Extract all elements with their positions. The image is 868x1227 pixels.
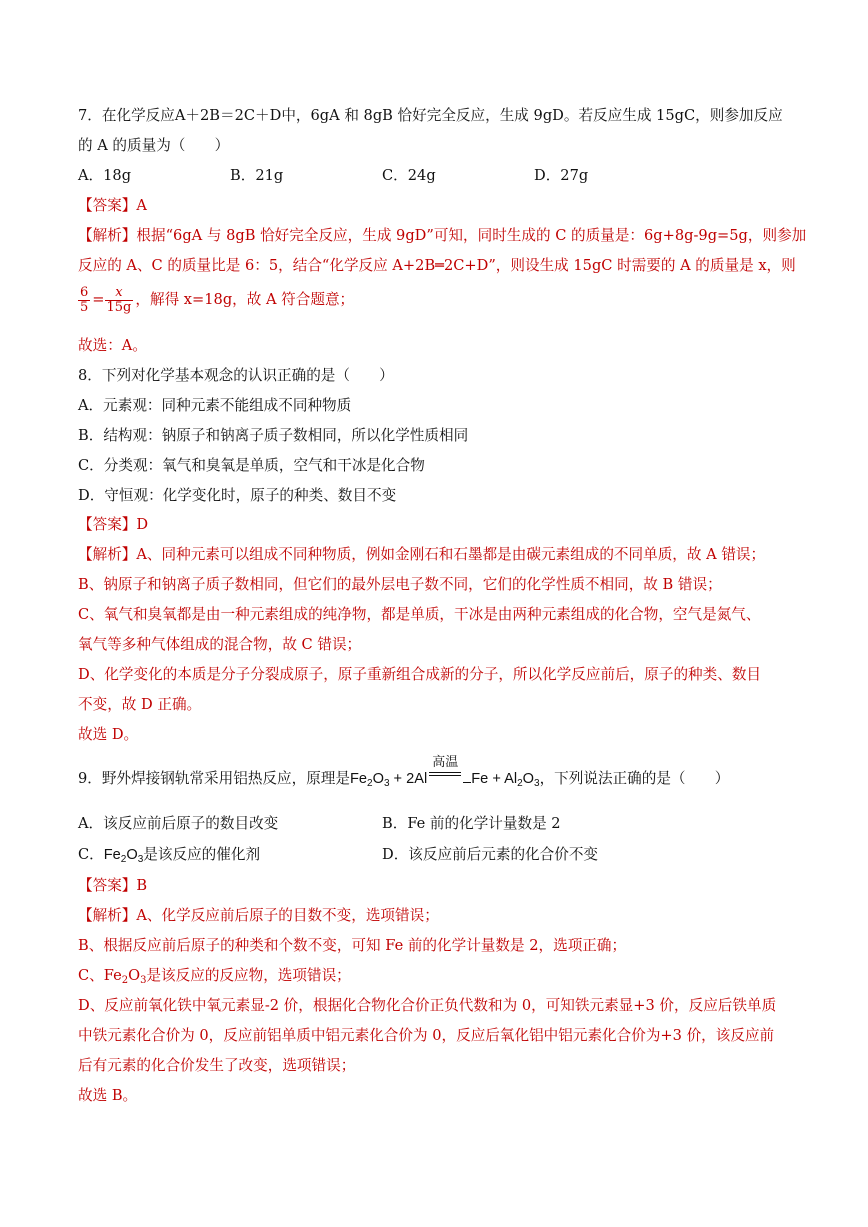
q9-analysis-line4: D、反应前氧化铁中氧元素显-2 价，根据化合物化合价正负代数和为 0，可知铁元素显+3 价，反应后铁单质 [78, 997, 777, 1014]
q7-analysis-text1: 根据“6gA 与 8gB 恰好完全反应，生成 9gD”可知，同时生成的 C 的质量是：6g+8g-9g=5g，则参加 [136, 227, 807, 244]
q8-answer-line [78, 515, 148, 535]
q7-option-d: D．27g [534, 167, 589, 184]
analysis-tag: 【解析】 [78, 907, 137, 924]
q9-stem-pre: 9．野外焊接钢轨常采用铝热反应，原理是 [78, 770, 350, 787]
q9-answer: B [136, 877, 148, 894]
formula-fe2o3 [104, 847, 144, 863]
fraction-numerator: 6 [80, 284, 89, 300]
subscript: 2 [120, 854, 127, 865]
q7-analysis-line1 [78, 226, 806, 246]
q8-option-c: C．分类观：氧气和臭氧是单质，空气和干冰是化合物 [78, 457, 425, 474]
q9-analysis-line1 [78, 906, 439, 926]
q8-option-d: D．守恒观：化学变化时，原子的种类、数目不变 [78, 487, 397, 504]
formula-o: O [128, 967, 141, 984]
plus-2al: + 2Al [389, 771, 428, 787]
q8-choose: 故选 D。 [78, 726, 139, 743]
q7-analysis-line2: 反应的 A、C 的质量比是 6：5，结合“化学反应 A+2B═2C+D”，则设生成 15gC 时需要的 A 的质量是 x，则 [78, 257, 796, 274]
subscript: 3 [140, 975, 147, 986]
analysis-tag: 【解析】 [78, 227, 137, 244]
equals-sign: = [92, 291, 105, 308]
reaction-condition-arrow [429, 755, 461, 783]
q9-analysis-line6: 后有元素的化合价发生了改变，选项错误； [78, 1057, 356, 1074]
option-text: 是该反应的催化剂 [143, 846, 261, 863]
q7-analysis-text3: ，解得 x=18g，故 A 符合题意； [135, 291, 355, 308]
q8-option-a: A．元素观：同种元素不能组成不同种物质 [78, 397, 352, 414]
q7-option-a: A．18g [78, 167, 132, 184]
q9-analysis-line5: 中铁元素化合价为 0，反应前铝单质中铝元素化合价为 0，反应后氧化铝中铝元素化合价为+3 价，该反应前 [78, 1027, 775, 1044]
q9-answer-line [78, 876, 147, 896]
q8-analysis-text1: A、同种元素可以组成不同种物质，例如金刚石和石墨都是由碳元素组成的不同单质，故 A 错误； [136, 546, 766, 563]
q8-analysis-line4: 氧气等多种气体组成的混合物，故 C 错误； [78, 636, 362, 653]
q7-answer: A [136, 197, 147, 214]
subscript: 2 [517, 778, 523, 789]
answer-tag: 【答案】 [78, 516, 137, 533]
fraction-denominator: 5 [80, 299, 89, 315]
q8-analysis-line5: D、化学变化的本质是分子分裂成原子，原子重新组合成新的分子，所以化学反应前后，原子的种类、数目 [78, 666, 762, 683]
q9-stem-post: ，下列说法正确的是（ ） [539, 770, 730, 787]
analysis-prefix: C、Fe [78, 967, 122, 984]
q7-choose: 故选：A。 [78, 337, 147, 354]
fraction-6-over-5 [78, 286, 90, 315]
q9-option-b: B．Fe 前的化学计量数是 2 [382, 815, 561, 832]
q9-analysis-line2: B、根据反应前后原子的种类和个数不变，可知 Fe 前的化学计量数是 2，选项正确； [78, 937, 627, 954]
subscript: 3 [137, 854, 144, 865]
product-fe-al: Fe + Al [471, 771, 518, 787]
q7-answer-line [78, 196, 147, 216]
q8-stem: 8．下列对化学基本观念的认识正确的是（ ） [78, 367, 394, 384]
q8-analysis-line6: 不变，故 D 正确。 [78, 696, 202, 713]
answer-tag: 【答案】 [78, 197, 137, 214]
q7-analysis-line3 [78, 284, 354, 316]
formula-o: O [126, 847, 138, 863]
reaction-equation [349, 755, 540, 789]
q8-option-b: B．结构观：钠原子和钠离子质子数相同，所以化学性质相同 [78, 427, 469, 444]
subscript: 2 [367, 778, 373, 789]
q7-option-b: B．21g [230, 167, 284, 184]
subscript: 3 [383, 778, 390, 789]
q9-option-a: A．该反应前后原子的数目改变 [78, 815, 279, 832]
subscript: 2 [121, 975, 129, 986]
q7-stem-line1: 7．在化学反应A＋2B＝2C＋D中，6gA 和 8gB 恰好完全反应，生成 9gD。若反应生成 15gC，则参加反应 [78, 107, 783, 124]
q9-option-d: D．该反应前后元素的化合价不变 [382, 846, 599, 863]
q8-analysis-line3: C、氧气和臭氧都是由一种元素组成的纯净物，都是单质，干冰是由两种元素组成的化合物，空气是氮气、 [78, 606, 761, 623]
q9-option-c [78, 845, 260, 870]
fraction-numerator: x [105, 286, 134, 301]
q8-answer: D [136, 516, 149, 533]
analysis-tag: 【解析】 [78, 546, 137, 563]
answer-tag: 【答案】 [78, 877, 137, 894]
option-letter: C． [78, 846, 104, 863]
analysis-text: 是该反应的反应物，选项错误； [146, 967, 351, 984]
fraction-denominator: 15g [106, 299, 132, 315]
formula-o: O [522, 771, 534, 787]
q7-option-c: C．24g [382, 167, 436, 184]
q7-stem-line2: 的 A 的质量为（ ） [78, 137, 230, 154]
q9-analysis-text1: A、化学反应前后原子的目数不变，选项错误； [136, 907, 439, 924]
formula-fe: Fe [349, 771, 368, 787]
q9-choose: 故选 B。 [78, 1087, 138, 1104]
fraction-x-over-15g [105, 286, 134, 315]
condition-label: 高温 [432, 755, 459, 770]
q8-analysis-line2: B、钠原子和钠离子质子数相同，但它们的最外层电子数不同，它们的化学性质不相同，故 B 错误； [78, 576, 722, 593]
q9-analysis-line3 [78, 966, 351, 991]
subscript: 3 [534, 778, 540, 789]
formula-fe: Fe [103, 847, 121, 863]
q8-analysis-line1 [78, 545, 765, 565]
formula-o: O [372, 771, 384, 787]
q9-stem [78, 755, 730, 794]
